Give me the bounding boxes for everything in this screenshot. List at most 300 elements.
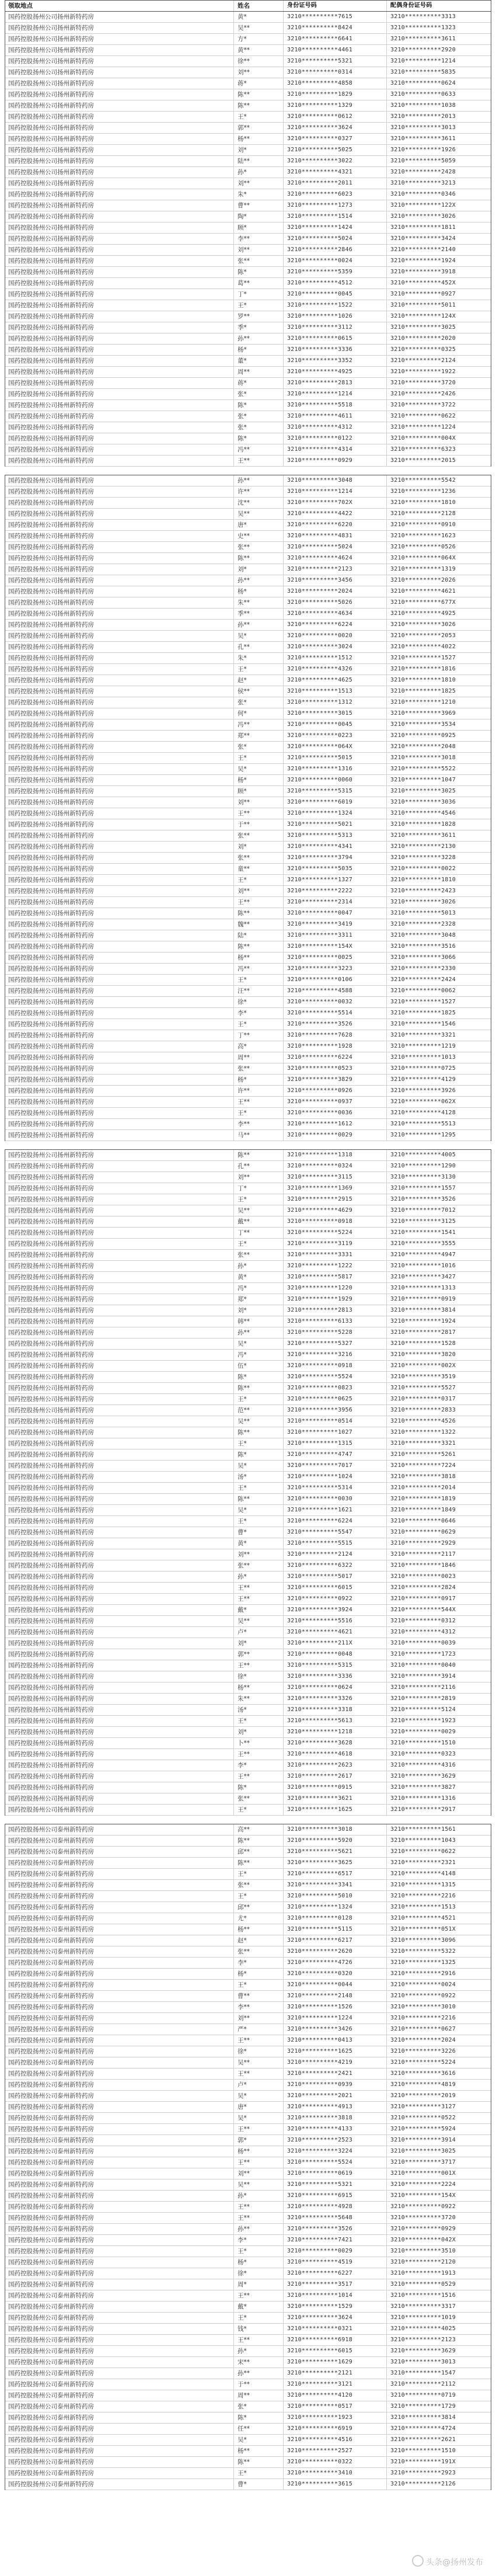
cell-name: 戴* <box>234 2302 284 2312</box>
cell-spouse-id: 3210**********001X <box>390 2170 456 2177</box>
cell-spouse-id: 3210**********1828 <box>390 821 456 828</box>
table-row <box>5 1008 491 1019</box>
cell-name: 葛** <box>234 278 284 288</box>
cell-location: 国药控股扬州公司扬州新特药房 <box>5 897 234 908</box>
cell-spouse-id: 3210**********0622 <box>390 1848 456 1855</box>
cell-spouse-id: 3210**********0917 <box>390 1595 456 1602</box>
cell-id: 3210**********5314 <box>284 1483 387 1493</box>
cell-location: 国药控股扬州公司泰州新特药房 <box>5 2368 234 2379</box>
table-row <box>5 12 491 23</box>
cell-spouse-id: 3210**********1290 <box>390 1163 456 1169</box>
table-row <box>5 775 491 786</box>
cell-id: 3210**********3015 <box>284 708 387 719</box>
cell-name: 杨* <box>234 775 284 785</box>
cell-name: 杨** <box>234 2146 284 2157</box>
table-row <box>5 1327 491 1339</box>
cell-spouse-id: 3210**********1528 <box>390 1340 456 1347</box>
cell-id: 3210**********3331 <box>284 1250 387 1260</box>
cell-location: 国药控股扬州公司扬州新特药房 <box>5 1727 234 1737</box>
table-row <box>5 886 491 897</box>
cell-spouse-id: 3210**********004X <box>390 435 456 441</box>
table-row <box>5 1019 491 1030</box>
cell-spouse-id: 3210**********1224 <box>390 424 456 430</box>
cell-location: 国药控股扬州公司扬州新特药房 <box>5 1052 234 1063</box>
cell-spouse-id: 3210**********3820 <box>390 1351 456 1358</box>
table-row <box>5 2335 491 2346</box>
cell-name: 刘** <box>234 2168 284 2179</box>
cell-spouse-id: 3210**********2019 <box>390 2092 456 2099</box>
cell-location: 国药控股扬州公司扬州新特药房 <box>5 89 234 100</box>
cell-name: 孙** <box>234 1327 284 1338</box>
cell-location: 国药控股扬州公司扬州新特药房 <box>5 400 234 411</box>
cell-id: 3210**********1324 <box>284 808 387 819</box>
cell-name: 孔** <box>234 642 284 652</box>
cell-id: 3210**********4831 <box>284 531 387 541</box>
table-row <box>5 1086 491 1097</box>
cell-location: 国药控股扬州公司扬州新特药房 <box>5 1760 234 1771</box>
cell-location: 国药控股扬州公司扬州新特药房 <box>5 378 234 388</box>
cell-id: 3210**********3419 <box>284 919 387 930</box>
cell-name: 吴** <box>234 1205 284 1216</box>
cell-id: 3210**********0047 <box>284 908 387 919</box>
cell-location: 国药控股扬州公司扬州新特药房 <box>5 520 234 530</box>
cell-location: 国药控股扬州公司泰州新特药房 <box>5 2002 234 2012</box>
cell-location: 国药控股扬州公司扬州新特药房 <box>5 78 234 89</box>
cell-name: 蒋* <box>234 78 284 89</box>
table-row <box>5 2191 491 2202</box>
cell-id: 3210**********1526 <box>284 2002 387 2012</box>
cell-location: 国药控股扬州公司扬州新特药房 <box>5 433 234 444</box>
cell-name: 张* <box>234 389 284 399</box>
cell-location: 国药控股扬州公司扬州新特药房 <box>5 1119 234 1129</box>
table-row <box>5 597 491 609</box>
cell-id: 3210**********6915 <box>284 2191 387 2201</box>
cell-spouse-id: 3210**********3814 <box>390 2414 456 2421</box>
table-row <box>5 267 491 278</box>
cell-spouse-id: 3210**********0629 <box>390 1529 456 1535</box>
cell-spouse-id: 3210**********3036 <box>390 799 456 805</box>
table-row <box>5 853 491 864</box>
cell-id: 3210**********6015 <box>284 2346 387 2356</box>
cell-spouse-id: 3210**********2140 <box>390 246 456 253</box>
cell-name: 王* <box>234 1019 284 1030</box>
table-row <box>5 2357 491 2368</box>
cell-name: 范** <box>234 1405 284 1416</box>
cell-id: 3210**********1621 <box>284 1505 387 1515</box>
cell-id: 3210**********2846 <box>284 245 387 255</box>
table-row <box>5 731 491 742</box>
cell-spouse-id: 3210**********1323 <box>390 25 456 31</box>
table-row <box>5 498 491 509</box>
cell-name: 杨* <box>234 1969 284 1979</box>
cell-spouse-id: 3210**********3228 <box>390 854 456 861</box>
table-row <box>5 278 491 289</box>
cell-location: 国药控股扬州公司扬州新特药房 <box>5 1097 234 1107</box>
cell-spouse-id: 3210**********4546 <box>390 810 456 816</box>
table-row <box>5 1075 491 1086</box>
cell-spouse-id: 3210**********2120 <box>390 2259 456 2265</box>
cell-location: 国药控股扬州公司泰州新特药房 <box>5 2124 234 2135</box>
cell-location: 国药控股扬州公司扬州新特药房 <box>5 67 234 78</box>
cell-location: 国药控股扬州公司泰州新特药房 <box>5 2024 234 2035</box>
table-row <box>5 1483 491 1494</box>
table-row <box>5 2213 491 2224</box>
table-row <box>5 2080 491 2091</box>
watermark <box>412 2555 483 2568</box>
cell-name: 刘* <box>234 1305 284 1316</box>
cell-location: 国药控股扬州公司泰州新特药房 <box>5 2080 234 2090</box>
table-row <box>5 433 491 444</box>
cell-spouse-id: 3210**********2224 <box>390 2181 456 2188</box>
cell-spouse-id: 3210**********3510 <box>390 2248 456 2254</box>
cell-id: 3210**********0060 <box>284 775 387 785</box>
cell-location: 国药控股扬州公司扬州新特药房 <box>5 1649 234 1660</box>
cell-spouse-id: 3210**********1236 <box>390 488 456 495</box>
cell-spouse-id: 3210**********0624 <box>390 80 456 86</box>
table-row <box>5 1305 491 1316</box>
table-row <box>5 311 491 322</box>
cell-id: 3210**********5613 <box>284 1716 387 1726</box>
cell-name: 吴* <box>234 764 284 774</box>
cell-location: 国药控股扬州公司扬州新特药房 <box>5 1627 234 1638</box>
cell-name: 顾* <box>234 223 284 233</box>
cell-spouse-id: 3210**********1846 <box>390 1562 456 1569</box>
cell-id: 3210**********0523 <box>284 1063 387 1074</box>
cell-spouse-id: 3210**********4925 <box>390 610 456 617</box>
table-row <box>5 864 491 875</box>
cell-spouse-id: 3210**********5011 <box>390 302 456 308</box>
cell-location: 国药控股扬州公司泰州新特药房 <box>5 2246 234 2257</box>
cell-spouse-id: 3210**********5835 <box>390 69 456 75</box>
cell-name: 陈* <box>234 267 284 277</box>
cell-location: 国药控股扬州公司泰州新特药房 <box>5 1958 234 1968</box>
table-row <box>5 2091 491 2102</box>
cell-location: 国药控股扬州公司泰州新特药房 <box>5 2157 234 2168</box>
table-row <box>5 875 491 886</box>
table-row <box>5 930 491 941</box>
cell-location: 国药控股扬州公司泰州新特药房 <box>5 2102 234 2112</box>
cell-name: 邱** <box>234 1847 284 1857</box>
cell-id: 3210**********4625 <box>284 675 387 686</box>
cell-name: 徐** <box>234 56 284 67</box>
table-row <box>5 1671 491 1682</box>
cell-id: 3210**********3311 <box>284 930 387 941</box>
table-row <box>5 842 491 853</box>
cell-location: 国药控股扬州公司扬州新特药房 <box>5 509 234 519</box>
cell-name: 王** <box>234 2124 284 2135</box>
cell-id: 3210**********3024 <box>284 642 387 652</box>
table-row <box>5 2135 491 2146</box>
cell-name: 徐* <box>234 1671 284 1682</box>
cell-spouse-id: 3210**********1922 <box>390 369 456 375</box>
cell-spouse-id: 3210**********3010 <box>390 2004 456 2010</box>
cell-location: 国药控股扬州公司泰州新特药房 <box>5 2302 234 2312</box>
cell-spouse-id: 3210**********4316 <box>390 1762 456 1768</box>
table-row <box>5 1172 491 1183</box>
cell-name: 王** <box>234 1749 284 1760</box>
cell-location: 国药控股扬州公司扬州新特药房 <box>5 123 234 133</box>
cell-name: 李* <box>234 1958 284 1968</box>
cell-location: 国药控股扬州公司扬州新特药房 <box>5 553 234 564</box>
cell-spouse-id: 3210**********1510 <box>390 2448 456 2454</box>
cell-name: 王* <box>234 1394 284 1405</box>
cell-spouse-id: 3210**********3534 <box>390 721 456 728</box>
cell-id: 3210**********4461 <box>284 45 387 55</box>
table-row <box>5 2457 491 2468</box>
cell-id: 3210**********0029 <box>284 1130 387 1141</box>
table-row <box>5 2257 491 2268</box>
cell-location: 国药控股扬州公司扬州新特药房 <box>5 575 234 586</box>
cell-name: 李* <box>234 1008 284 1018</box>
cell-id: 3210**********4312 <box>284 422 387 433</box>
cell-location: 国药控股扬州公司扬州新特药房 <box>5 1427 234 1438</box>
cell-id: 3210**********3956 <box>284 1405 387 1416</box>
block-gap <box>0 1816 496 1824</box>
cell-spouse-id: 3210**********4129 <box>390 1076 456 1083</box>
table-row <box>5 23 491 34</box>
cell-name: 朱** <box>234 1694 284 1704</box>
cell-name: 王* <box>234 300 284 311</box>
table-row <box>5 1649 491 1660</box>
cell-name: 吴** <box>234 2179 284 2190</box>
table-row <box>5 1835 491 1847</box>
table-row <box>5 422 491 433</box>
cell-location: 国药控股扬州公司扬州新特药房 <box>5 1438 234 1449</box>
table-row <box>5 1205 491 1216</box>
cell-location: 国药控股扬州公司扬州新特药房 <box>5 1583 234 1593</box>
cell-id: 3210**********0918 <box>284 1361 387 1371</box>
cell-location: 国药控股扬州公司泰州新特药房 <box>5 2091 234 2101</box>
cell-id: 3210**********1327 <box>284 875 387 885</box>
cell-location: 国药控股扬州公司扬州新特药房 <box>5 322 234 333</box>
table-row <box>5 1705 491 1716</box>
cell-name: 刘** <box>234 178 284 189</box>
cell-location: 国药控股扬州公司扬州新特药房 <box>5 997 234 1007</box>
cell-name: 陈* <box>234 1782 284 1793</box>
table-row <box>5 2179 491 2191</box>
cell-location: 国药控股扬州公司泰州新特药房 <box>5 1913 234 1924</box>
cell-id: 3210**********0223 <box>284 731 387 741</box>
cell-location: 国药控股扬州公司扬州新特药房 <box>5 597 234 608</box>
cell-location: 国药控股扬州公司扬州新特药房 <box>5 211 234 222</box>
cell-name: 杨* <box>234 345 284 355</box>
cell-id: 3210**********0926 <box>284 1086 387 1096</box>
cell-name: 曹* <box>234 2479 284 2490</box>
cell-id: 3210**********1522 <box>284 300 387 311</box>
cell-spouse-id: 3210**********1811 <box>390 224 456 231</box>
cell-spouse-id: 3210**********1541 <box>390 1229 456 1236</box>
cell-name: 丁** <box>234 1030 284 1041</box>
table-row <box>5 2302 491 2313</box>
cell-id: 3210**********2121 <box>284 2368 387 2379</box>
cell-spouse-id: 3210**********2916 <box>390 1970 456 1977</box>
cell-id: 3210**********6322 <box>284 1560 387 1571</box>
cell-name: 吴** <box>234 509 284 519</box>
cell-name: 刘* <box>234 842 284 852</box>
cell-id: 3210**********2523 <box>284 2135 387 2146</box>
cell-id: 3210**********2314 <box>284 897 387 908</box>
cell-spouse-id: 3210**********3611 <box>390 135 456 142</box>
cell-name: 吴* <box>234 1505 284 1515</box>
cell-name: 刘* <box>234 145 284 155</box>
table-row <box>5 564 491 575</box>
cell-location: 国药控股扬州公司扬州新特药房 <box>5 1416 234 1427</box>
cell-id: 3210**********702X <box>284 498 387 508</box>
cell-location: 国药控股扬州公司扬州新特药房 <box>5 1316 234 1327</box>
cell-id: 3210**********7017 <box>284 1461 387 1471</box>
cell-location: 国药控股扬州公司扬州新特药房 <box>5 930 234 941</box>
cell-spouse-id: 3210**********0526 <box>390 544 456 550</box>
cell-name: 冯** <box>234 719 284 730</box>
cell-location: 国药控股扬州公司扬州新特药房 <box>5 23 234 33</box>
cell-spouse-id: 3210**********4947 <box>390 1252 456 1258</box>
cell-spouse-id: 3210**********3026 <box>390 213 456 220</box>
cell-location: 国药控股扬州公司泰州新特药房 <box>5 2357 234 2368</box>
cell-name: 李* <box>234 2235 284 2245</box>
cell-location: 国药控股扬州公司扬州新特药房 <box>5 1194 234 1205</box>
cell-name: 陈* <box>234 400 284 411</box>
cell-id: 3210**********0514 <box>284 1416 387 1427</box>
cell-name: 王* <box>234 112 284 122</box>
cell-id: 3210**********1625 <box>284 2046 387 2057</box>
cell-location: 国药控股扬州公司扬州新特药房 <box>5 1130 234 1141</box>
cell-location: 国药控股扬州公司扬州新特药房 <box>5 1063 234 1074</box>
cell-id: 3210**********3924 <box>284 1605 387 1615</box>
table-row <box>5 2202 491 2213</box>
cell-location: 国药控股扬州公司泰州新特药房 <box>5 2379 234 2390</box>
table-row <box>5 45 491 56</box>
cell-name: 徐* <box>234 997 284 1007</box>
cell-spouse-id: 3210**********2128 <box>390 510 456 517</box>
cell-spouse-id: 3210**********1729 <box>390 2403 456 2410</box>
cell-spouse-id: 3210**********5924 <box>390 2126 456 2132</box>
table-row <box>5 289 491 300</box>
cell-name: 马** <box>234 1130 284 1141</box>
table-row <box>5 1824 491 1835</box>
cell-location: 国药控股扬州公司扬州新特药房 <box>5 34 234 44</box>
cell-id: 3210**********4516 <box>284 2435 387 2445</box>
table-row <box>5 1130 491 1141</box>
cell-location: 国药控股扬州公司扬州新特药房 <box>5 333 234 344</box>
cell-spouse-id: 3210**********2833 <box>390 1407 456 1413</box>
cell-location: 国药控股扬州公司扬州新特药房 <box>5 875 234 885</box>
cell-spouse-id: 3210**********2423 <box>390 888 456 894</box>
table-row <box>5 178 491 189</box>
cell-location: 国药控股扬州公司扬州新特药房 <box>5 345 234 355</box>
cell-spouse-id: 3210**********4521 <box>390 1915 456 1921</box>
cell-location: 国药控股扬州公司扬州新特药房 <box>5 278 234 288</box>
cell-id: 3210**********4621 <box>284 1627 387 1638</box>
cell-id: 3210**********1026 <box>284 311 387 322</box>
cell-spouse-id: 3210**********1322 <box>390 1429 456 1435</box>
table-row <box>5 897 491 908</box>
cell-spouse-id: 3210**********0024 <box>390 1981 456 1988</box>
cell-spouse-id: 3210**********3720 <box>390 380 456 386</box>
cell-location: 国药控股扬州公司扬州新特药房 <box>5 12 234 22</box>
cell-name: 卜** <box>234 1738 284 1748</box>
table-row <box>5 1030 491 1041</box>
cell-name: 王* <box>234 1438 284 1449</box>
cell-location: 国药控股扬州公司扬州新特药房 <box>5 1461 234 1471</box>
cell-name: 侯** <box>234 686 284 697</box>
cell-location: 国药控股扬州公司泰州新特药房 <box>5 2046 234 2057</box>
cell-location: 国药控股扬州公司泰州新特药房 <box>5 1847 234 1857</box>
cell-location: 国药控股扬州公司扬州新特药房 <box>5 189 234 200</box>
table-row <box>5 89 491 100</box>
cell-spouse-id: 3210**********0646 <box>390 1518 456 1524</box>
cell-id: 3210**********4858 <box>284 78 387 89</box>
cell-spouse-id: 3210**********1315 <box>390 1882 456 1888</box>
cell-id: 3210**********2421 <box>284 2069 387 2079</box>
cell-name: 杨** <box>234 1924 284 1935</box>
cell-name: 刘* <box>234 564 284 575</box>
cell-location: 国药控股扬州公司扬州新特药房 <box>5 1572 234 1582</box>
cell-id: 3210**********3526 <box>284 2224 387 2234</box>
cell-location: 国药控股扬州公司泰州新特药房 <box>5 2202 234 2212</box>
cell-spouse-id: 3210**********1825 <box>390 1010 456 1016</box>
cell-location: 国药控股扬州公司泰州新特药房 <box>5 1835 234 1846</box>
cell-spouse-id: 3210**********2216 <box>390 1893 456 1899</box>
cell-name: 陈** <box>234 941 284 952</box>
cell-location: 国药控股扬州公司扬州新特药房 <box>5 456 234 466</box>
cell-spouse-id: 3210**********2424 <box>390 976 456 983</box>
table-row <box>5 1627 491 1638</box>
cell-location: 国药控股扬州公司扬州新特药房 <box>5 1008 234 1018</box>
cell-id: 3210**********5515 <box>284 1538 387 1549</box>
cell-location: 国药控股扬州公司泰州新特药房 <box>5 2290 234 2301</box>
cell-name: 刘** <box>234 797 284 808</box>
cell-name: 邱** <box>234 1902 284 1913</box>
cell-spouse-id: 3210**********2428 <box>390 169 456 175</box>
table-row <box>5 2412 491 2424</box>
cell-location: 国药控股扬州公司泰州新特药房 <box>5 2069 234 2079</box>
cell-name: 顾* <box>234 786 284 797</box>
cell-location: 国药控股扬州公司扬州新特药房 <box>5 531 234 541</box>
cell-id: 3210**********0024 <box>284 256 387 266</box>
cell-location: 国药控股扬州公司扬州新特药房 <box>5 1538 234 1549</box>
cell-location: 国药控股扬州公司泰州新特药房 <box>5 2346 234 2356</box>
cell-location: 国药控股扬州公司扬州新特药房 <box>5 753 234 763</box>
table-row <box>5 2401 491 2412</box>
cell-id: 3210**********1273 <box>284 200 387 211</box>
cell-id: 3210**********3022 <box>284 156 387 166</box>
cell-name: 王** <box>234 1097 284 1107</box>
cell-location: 国药控股扬州公司扬州新特药房 <box>5 1793 234 1804</box>
cell-id: 3210**********0624 <box>284 1682 387 1693</box>
cell-id: 3210**********6019 <box>284 797 387 808</box>
cell-spouse-id: 3210**********2330 <box>390 965 456 972</box>
cell-name: 王* <box>234 2246 284 2257</box>
table-row <box>5 2324 491 2335</box>
cell-location: 国药控股扬州公司扬州新特药房 <box>5 156 234 166</box>
cell-spouse-id: 3210**********1810 <box>390 677 456 683</box>
cell-location: 国药控股扬州公司扬州新特药房 <box>5 764 234 774</box>
cell-name: 陈* <box>234 1449 284 1460</box>
table-row <box>5 1228 491 1239</box>
cell-id: 3210**********3121 <box>284 2379 387 2390</box>
table-row <box>5 797 491 808</box>
cell-id: 3210**********4519 <box>284 2257 387 2268</box>
cell-spouse-id: 3210**********1816 <box>390 666 456 672</box>
cell-spouse-id: 3210**********5322 <box>390 1948 456 1955</box>
table-row <box>5 1516 491 1527</box>
cell-name: 陈** <box>234 1383 284 1393</box>
table-row <box>5 256 491 267</box>
cell-id: 3210**********1612 <box>284 1119 387 1129</box>
cell-location: 国药控股扬州公司扬州新特药房 <box>5 1228 234 1238</box>
table-row <box>5 2435 491 2446</box>
cell-location: 国药控股扬州公司扬州新特药房 <box>5 642 234 652</box>
